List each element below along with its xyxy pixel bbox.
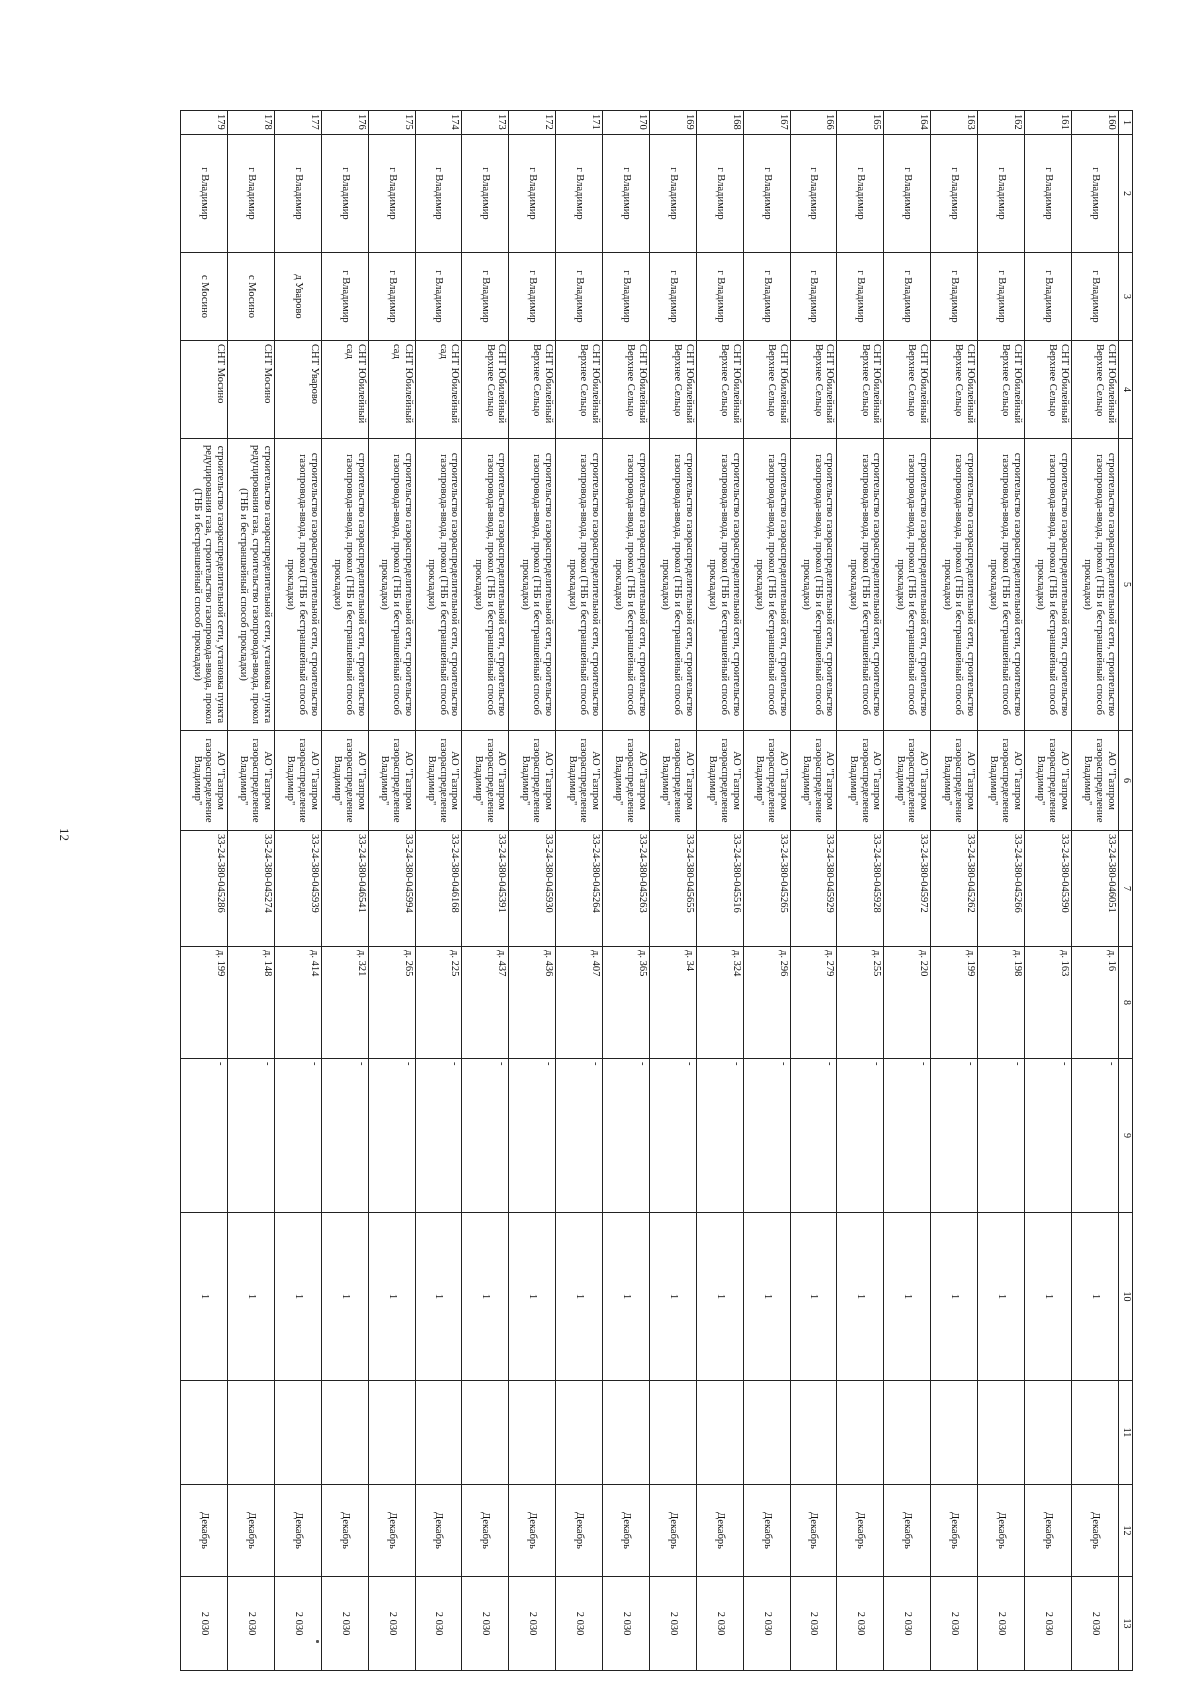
col10-cell: 1 — [603, 1213, 650, 1381]
col11-cell — [978, 1381, 1025, 1485]
street-cell: СНТ Мосино — [228, 341, 275, 439]
house-number-cell: д. 16 — [1071, 947, 1118, 1059]
house-number-cell: д. 34 — [649, 947, 696, 1059]
table-row — [696, 111, 743, 1671]
municipality-cell: г Владимир — [743, 135, 790, 253]
house-number-cell: д. 321 — [321, 947, 368, 1059]
col10-cell: 1 — [743, 1213, 790, 1381]
street-cell: СНТ Юбилейный Верхнее Сельцо — [978, 341, 1025, 439]
column-number-row — [1118, 111, 1132, 1671]
municipality-cell: г Владимир — [228, 135, 275, 253]
month-cell: Декабрь — [884, 1485, 931, 1577]
table-row — [884, 111, 931, 1671]
row-number: 179 — [181, 111, 228, 135]
month-cell: Декабрь — [790, 1485, 837, 1577]
municipality-cell: г Владимир — [509, 135, 556, 253]
col9-cell: - — [181, 1059, 228, 1213]
locality-cell: г Владимир — [696, 253, 743, 341]
row-number: 161 — [1024, 111, 1071, 135]
table-row — [181, 111, 228, 1671]
street-cell: СНТ Юбилейный Верхнее Сельцо — [1024, 341, 1071, 439]
month-cell: Декабрь — [1071, 1485, 1118, 1577]
house-number-cell: д. 414 — [274, 947, 321, 1059]
year-cell: 2 030 — [790, 1577, 837, 1671]
table-row — [556, 111, 603, 1671]
year-cell: 2 030 — [978, 1577, 1025, 1671]
page-number: 12 — [57, 828, 72, 841]
street-cell: СНТ Юбилейный Верхнее Сельцо — [837, 341, 884, 439]
organization-cell: АО "Газпром газораспределение Владимир" — [321, 731, 368, 831]
street-cell: СНТ Юбилейный Верхнее Сельцо — [790, 341, 837, 439]
cadastral-number-cell: 33-24-380-045264 — [556, 831, 603, 947]
street-cell: СНТ Юбилейный сад — [321, 341, 368, 439]
col9-cell: - — [321, 1059, 368, 1213]
year-cell: 2 030 — [1024, 1577, 1071, 1671]
work-description-cell: строительство газораспределительной сети, строительство газопровода-ввода, прокол (ГНБ и бестраншейный способ прокладки) — [556, 439, 603, 731]
col11-cell — [1071, 1381, 1118, 1485]
municipality-cell: г Владимир — [1071, 135, 1118, 253]
cadastral-number-cell: 33-24-380-045939 — [274, 831, 321, 947]
organization-cell: АО "Газпром газораспределение Владимир" — [462, 731, 509, 831]
col-num-5: 5 — [1118, 439, 1132, 731]
year-cell: 2 030 — [884, 1577, 931, 1671]
cadastral-number-cell: 33-24-380-045994 — [368, 831, 415, 947]
organization-cell: АО "Газпром газораспределение Владимир" — [884, 731, 931, 831]
month-cell: Декабрь — [274, 1485, 321, 1577]
col10-cell: 1 — [978, 1213, 1025, 1381]
work-description-cell: строительство газораспределительной сети, установка пункта редуцирования газа, строительство газопровода-ввода, прокол (ГНБ и бестраншейный способ прокладки) — [228, 439, 275, 731]
work-description-cell: строительство газораспределительной сети, строительство газопровода-ввода, прокол (ГНБ и бестраншейный способ прокладки) — [274, 439, 321, 731]
col10-cell: 1 — [1024, 1213, 1071, 1381]
house-number-cell: д. 198 — [978, 947, 1025, 1059]
municipality-cell: г Владимир — [321, 135, 368, 253]
col11-cell — [743, 1381, 790, 1485]
row-number: 167 — [743, 111, 790, 135]
organization-cell: АО "Газпром газораспределение Владимир" — [743, 731, 790, 831]
organization-cell: АО "Газпром газораспределение Владимир" — [509, 731, 556, 831]
cadastral-number-cell: 33-24-380-045391 — [462, 831, 509, 947]
col-num-9: 9 — [1118, 1059, 1132, 1213]
col10-cell: 1 — [931, 1213, 978, 1381]
street-cell: СНТ Юбилейный сад — [415, 341, 462, 439]
cadastral-number-cell: 33-24-380-045286 — [181, 831, 228, 947]
organization-cell: АО "Газпром газораспределение Владимир" — [603, 731, 650, 831]
organization-cell: АО "Газпром газораспределение Владимир" — [1071, 731, 1118, 831]
cadastral-number-cell: 33-24-380-045928 — [837, 831, 884, 947]
col-num-8: 8 — [1118, 947, 1132, 1059]
locality-cell: г Владимир — [368, 253, 415, 341]
row-number: 176 — [321, 111, 368, 135]
work-description-cell: строительство газораспределительной сети, строительство газопровода-ввода, прокол (ГНБ и бестраншейный способ прокладки) — [603, 439, 650, 731]
municipality-cell: г Владимир — [603, 135, 650, 253]
month-cell: Декабрь — [321, 1485, 368, 1577]
table-body — [181, 111, 1133, 1671]
row-number: 163 — [931, 111, 978, 135]
house-number-cell: д. 279 — [790, 947, 837, 1059]
row-number: 177 — [274, 111, 321, 135]
organization-cell: АО "Газпром газораспределение Владимир" — [274, 731, 321, 831]
col-num-1: 1 — [1118, 111, 1132, 135]
col9-cell: - — [978, 1059, 1025, 1213]
col11-cell — [1024, 1381, 1071, 1485]
table-row — [509, 111, 556, 1671]
col9-cell: - — [1071, 1059, 1118, 1213]
year-cell: 2 030 — [556, 1577, 603, 1671]
cadastral-number-cell: 33-24-380-045929 — [790, 831, 837, 947]
year-cell: 2 030 — [321, 1577, 368, 1671]
locality-cell: г Владимир — [415, 253, 462, 341]
locality-cell: г Владимир — [837, 253, 884, 341]
month-cell: Декабрь — [603, 1485, 650, 1577]
year-cell: 2 030 — [415, 1577, 462, 1671]
col9-cell: - — [790, 1059, 837, 1213]
organization-cell: АО "Газпром газораспределение Владимир" — [1024, 731, 1071, 831]
street-cell: СНТ Юбилейный Верхнее Сельцо — [743, 341, 790, 439]
year-cell: 2 030 — [743, 1577, 790, 1671]
municipality-cell: г Владимир — [462, 135, 509, 253]
house-number-cell: д. 437 — [462, 947, 509, 1059]
month-cell: Декабрь — [181, 1485, 228, 1577]
organization-cell: АО "Газпром газораспределение Владимир" — [415, 731, 462, 831]
year-cell: 2 030 — [368, 1577, 415, 1671]
municipality-cell: г Владимир — [368, 135, 415, 253]
table-row — [274, 111, 321, 1671]
col11-cell — [790, 1381, 837, 1485]
col-num-6: 6 — [1118, 731, 1132, 831]
table-row — [931, 111, 978, 1671]
cadastral-number-cell: 33-24-380-045263 — [603, 831, 650, 947]
col11-cell — [931, 1381, 978, 1485]
month-cell: Декабрь — [228, 1485, 275, 1577]
cadastral-number-cell: 33-24-380-045655 — [649, 831, 696, 947]
work-description-cell: строительство газораспределительной сети, строительство газопровода-ввода, прокол (ГНБ и бестраншейный способ прокладки) — [696, 439, 743, 731]
col11-cell — [462, 1381, 509, 1485]
row-number: 160 — [1071, 111, 1118, 135]
col10-cell: 1 — [884, 1213, 931, 1381]
municipality-cell: г Владимир — [696, 135, 743, 253]
locality-cell: г Владимир — [603, 253, 650, 341]
work-description-cell: строительство газораспределительной сети, строительство газопровода-ввода, прокол (ГНБ и бестраншейный способ прокладки) — [415, 439, 462, 731]
row-number: 171 — [556, 111, 603, 135]
year-cell: 2 030 — [1071, 1577, 1118, 1671]
house-number-cell: д. 225 — [415, 947, 462, 1059]
work-description-cell: строительство газораспределительной сети, строительство газопровода-ввода, прокол (ГНБ и бестраншейный способ прокладки) — [978, 439, 1025, 731]
col9-cell: - — [556, 1059, 603, 1213]
col9-cell: - — [931, 1059, 978, 1213]
table-row — [368, 111, 415, 1671]
organization-cell: АО "Газпром газораспределение Владимир" — [790, 731, 837, 831]
col11-cell — [321, 1381, 368, 1485]
locality-cell: г Владимир — [321, 253, 368, 341]
col9-cell: - — [1024, 1059, 1071, 1213]
municipality-cell: г Владимир — [884, 135, 931, 253]
month-cell: Декабрь — [931, 1485, 978, 1577]
row-number: 162 — [978, 111, 1025, 135]
month-cell: Декабрь — [462, 1485, 509, 1577]
month-cell: Декабрь — [368, 1485, 415, 1577]
month-cell: Декабрь — [649, 1485, 696, 1577]
organization-cell: АО "Газпром газораспределение Владимир" — [649, 731, 696, 831]
locality-cell: г Владимир — [556, 253, 603, 341]
col9-cell: - — [368, 1059, 415, 1213]
col10-cell: 1 — [368, 1213, 415, 1381]
locality-cell: г Владимир — [1024, 253, 1071, 341]
work-description-cell: строительство газораспределительной сети, строительство газопровода-ввода, прокол (ГНБ и бестраншейный способ прокладки) — [368, 439, 415, 731]
work-description-cell: строительство газораспределительной сети, строительство газопровода-ввода, прокол (ГНБ и бестраншейный способ прокладки) — [649, 439, 696, 731]
row-number: 170 — [603, 111, 650, 135]
year-cell: 2 030 — [649, 1577, 696, 1671]
col11-cell — [556, 1381, 603, 1485]
col-num-3: 3 — [1118, 253, 1132, 341]
col-num-10: 10 — [1118, 1213, 1132, 1381]
year-cell: 2 030 — [931, 1577, 978, 1671]
municipality-cell: г Владимир — [1024, 135, 1071, 253]
row-number: 175 — [368, 111, 415, 135]
month-cell: Декабрь — [1024, 1485, 1071, 1577]
col9-cell: - — [743, 1059, 790, 1213]
year-cell: 2 030 — [837, 1577, 884, 1671]
cadastral-number-cell: 33-24-380-046051 — [1071, 831, 1118, 947]
col11-cell — [837, 1381, 884, 1485]
col11-cell — [181, 1381, 228, 1485]
month-cell: Декабрь — [509, 1485, 556, 1577]
month-cell: Декабрь — [978, 1485, 1025, 1577]
table-row — [415, 111, 462, 1671]
row-number: 173 — [462, 111, 509, 135]
street-cell: СНТ Юбилейный сад — [368, 341, 415, 439]
house-number-cell: д. 163 — [1024, 947, 1071, 1059]
col10-cell: 1 — [228, 1213, 275, 1381]
col11-cell — [509, 1381, 556, 1485]
col11-cell — [603, 1381, 650, 1485]
locality-cell: д Уварово — [274, 253, 321, 341]
col-num-12: 12 — [1118, 1485, 1132, 1577]
col10-cell: 1 — [415, 1213, 462, 1381]
col10-cell: 1 — [462, 1213, 509, 1381]
year-cell: 2 030 — [274, 1577, 321, 1671]
house-number-cell: д. 255 — [837, 947, 884, 1059]
cadastral-number-cell: 33-24-380-046168 — [415, 831, 462, 947]
col10-cell: 1 — [837, 1213, 884, 1381]
work-description-cell: строительство газораспределительной сети, строительство газопровода-ввода, прокол (ГНБ и бестраншейный способ прокладки) — [1071, 439, 1118, 731]
organization-cell: АО "Газпром газораспределение Владимир" — [931, 731, 978, 831]
locality-cell: г Владимир — [884, 253, 931, 341]
cadastral-number-cell: 33-24-380-045930 — [509, 831, 556, 947]
table-row — [978, 111, 1025, 1671]
row-number: 168 — [696, 111, 743, 135]
work-description-cell: строительство газораспределительной сети, строительство газопровода-ввода, прокол (ГНБ и бестраншейный способ прокладки) — [1024, 439, 1071, 731]
col9-cell: - — [649, 1059, 696, 1213]
col11-cell — [884, 1381, 931, 1485]
work-description-cell: строительство газораспределительной сети, строительство газопровода-ввода, прокол (ГНБ и бестраншейный способ прокладки) — [321, 439, 368, 731]
street-cell: СНТ Юбилейный Верхнее Сельцо — [1071, 341, 1118, 439]
row-number: 169 — [649, 111, 696, 135]
street-cell: СНТ Юбилейный Верхнее Сельцо — [509, 341, 556, 439]
cadastral-number-cell: 33-24-380-045262 — [931, 831, 978, 947]
col9-cell: - — [509, 1059, 556, 1213]
street-cell: СНТ Юбилейный Верхнее Сельцо — [556, 341, 603, 439]
table-row — [228, 111, 275, 1671]
street-cell: СНТ Юбилейный Верхнее Сельцо — [462, 341, 509, 439]
municipality-cell: г Владимир — [415, 135, 462, 253]
organization-cell: АО "Газпром газораспределение Владимир" — [978, 731, 1025, 831]
col10-cell: 1 — [696, 1213, 743, 1381]
street-cell: СНТ Юбилейный Верхнее Сельцо — [931, 341, 978, 439]
rotated-table-container — [180, 110, 1133, 1670]
col9-cell: - — [415, 1059, 462, 1213]
col11-cell — [649, 1381, 696, 1485]
col10-cell: 1 — [181, 1213, 228, 1381]
street-cell: СНТ Уварово — [274, 341, 321, 439]
organization-cell: АО "Газпром газораспределение Владимир" — [181, 731, 228, 831]
house-number-cell: д. 365 — [603, 947, 650, 1059]
cadastral-number-cell: 33-24-380-045972 — [884, 831, 931, 947]
house-number-cell: д. 199 — [181, 947, 228, 1059]
house-number-cell: д. 265 — [368, 947, 415, 1059]
row-number: 164 — [884, 111, 931, 135]
month-cell: Декабрь — [743, 1485, 790, 1577]
year-cell: 2 030 — [181, 1577, 228, 1671]
street-cell: СНТ Юбилейный Верхнее Сельцо — [884, 341, 931, 439]
cadastral-number-cell: 33-24-380-045274 — [228, 831, 275, 947]
organization-cell: АО "Газпром газораспределение Владимир" — [556, 731, 603, 831]
work-description-cell: строительство газораспределительной сети, строительство газопровода-ввода, прокол (ГНБ и бестраншейный способ прокладки) — [884, 439, 931, 731]
house-number-cell: д. 199 — [931, 947, 978, 1059]
col10-cell: 1 — [321, 1213, 368, 1381]
locality-cell: с Мосино — [181, 253, 228, 341]
street-cell: СНТ Мосино — [181, 341, 228, 439]
street-cell: СНТ Юбилейный Верхнее Сельцо — [696, 341, 743, 439]
house-number-cell: д. 296 — [743, 947, 790, 1059]
house-number-cell: д. 148 — [228, 947, 275, 1059]
work-description-cell: строительство газораспределительной сети, строительство газопровода-ввода, прокол (ГНБ и бестраншейный способ прокладки) — [509, 439, 556, 731]
col10-cell: 1 — [790, 1213, 837, 1381]
row-number: 166 — [790, 111, 837, 135]
col9-cell: - — [603, 1059, 650, 1213]
work-description-cell: строительство газораспределительной сети, строительство газопровода-ввода, прокол (ГНБ и бестраншейный способ прокладки) — [790, 439, 837, 731]
month-cell: Декабрь — [696, 1485, 743, 1577]
month-cell: Декабрь — [415, 1485, 462, 1577]
row-number: 172 — [509, 111, 556, 135]
locality-cell: г Владимир — [743, 253, 790, 341]
row-number: 178 — [228, 111, 275, 135]
row-number: 174 — [415, 111, 462, 135]
street-cell: СНТ Юбилейный Верхнее Сельцо — [603, 341, 650, 439]
locality-cell: г Владимир — [1071, 253, 1118, 341]
organization-cell: АО "Газпром газораспределение Владимир" — [228, 731, 275, 831]
col9-cell: - — [228, 1059, 275, 1213]
col11-cell — [415, 1381, 462, 1485]
locality-cell: г Владимир — [931, 253, 978, 341]
municipality-cell: г Владимир — [931, 135, 978, 253]
table-row — [790, 111, 837, 1671]
municipality-cell: г Владимир — [556, 135, 603, 253]
table-row — [321, 111, 368, 1671]
locality-cell: г Владимир — [462, 253, 509, 341]
gasification-table — [180, 110, 1133, 1671]
organization-cell: АО "Газпром газораспределение Владимир" — [696, 731, 743, 831]
year-cell: 2 030 — [228, 1577, 275, 1671]
col-num-4: 4 — [1118, 341, 1132, 439]
locality-cell: с Мосино — [228, 253, 275, 341]
municipality-cell: г Владимир — [181, 135, 228, 253]
street-cell: СНТ Юбилейный Верхнее Сельцо — [649, 341, 696, 439]
table-row — [462, 111, 509, 1671]
col-num-11: 11 — [1118, 1381, 1132, 1485]
cadastral-number-cell: 33-24-380-045390 — [1024, 831, 1071, 947]
locality-cell: г Владимир — [649, 253, 696, 341]
col9-cell: - — [274, 1059, 321, 1213]
col10-cell: 1 — [649, 1213, 696, 1381]
month-cell: Декабрь — [556, 1485, 603, 1577]
col-num-2: 2 — [1118, 135, 1132, 253]
cadastral-number-cell: 33-24-380-045516 — [696, 831, 743, 947]
table-row — [743, 111, 790, 1671]
col10-cell: 1 — [509, 1213, 556, 1381]
organization-cell: АО "Газпром газораспределение Владимир" — [837, 731, 884, 831]
municipality-cell: г Владимир — [790, 135, 837, 253]
locality-cell: г Владимир — [790, 253, 837, 341]
table-row — [837, 111, 884, 1671]
col10-cell: 1 — [556, 1213, 603, 1381]
year-cell: 2 030 — [603, 1577, 650, 1671]
house-number-cell: д. 220 — [884, 947, 931, 1059]
col9-cell: - — [884, 1059, 931, 1213]
locality-cell: г Владимир — [978, 253, 1025, 341]
work-description-cell: строительство газораспределительной сети, строительство газопровода-ввода, прокол (ГНБ и бестраншейный способ прокладки) — [743, 439, 790, 731]
work-description-cell: строительство газораспределительной сети, строительство газопровода-ввода, прокол (ГНБ и бестраншейный способ прокладки) — [462, 439, 509, 731]
table-row — [649, 111, 696, 1671]
table-row — [603, 111, 650, 1671]
table-row — [1024, 111, 1071, 1671]
house-number-cell: д. 407 — [556, 947, 603, 1059]
col-num-7: 7 — [1118, 831, 1132, 947]
municipality-cell: г Владимир — [837, 135, 884, 253]
locality-cell: г Владимир — [509, 253, 556, 341]
year-cell: 2 030 — [509, 1577, 556, 1671]
month-cell: Декабрь — [837, 1485, 884, 1577]
col11-cell — [368, 1381, 415, 1485]
house-number-cell: д. 436 — [509, 947, 556, 1059]
year-cell: 2 030 — [696, 1577, 743, 1671]
col9-cell: - — [462, 1059, 509, 1213]
house-number-cell: д. 324 — [696, 947, 743, 1059]
work-description-cell: строительство газораспределительной сети, строительство газопровода-ввода, прокол (ГНБ и бестраншейный способ прокладки) — [837, 439, 884, 731]
work-description-cell: строительство газораспределительной сети, установка пункта редуцирования газа, строительство газопровода-ввода, прокол (ГНБ и бестраншейный способ прокладки) — [181, 439, 228, 731]
cadastral-number-cell: 33-24-380-045265 — [743, 831, 790, 947]
year-cell: 2 030 — [462, 1577, 509, 1671]
row-number: 165 — [837, 111, 884, 135]
col-num-13: 13 — [1118, 1577, 1132, 1671]
cadastral-number-cell: 33-24-380-046541 — [321, 831, 368, 947]
table-row — [1071, 111, 1118, 1671]
municipality-cell: г Владимир — [274, 135, 321, 253]
col10-cell: 1 — [274, 1213, 321, 1381]
work-description-cell: строительство газораспределительной сети, строительство газопровода-ввода, прокол (ГНБ и бестраншейный способ прокладки) — [931, 439, 978, 731]
col9-cell: - — [837, 1059, 884, 1213]
col9-cell: - — [696, 1059, 743, 1213]
municipality-cell: г Владимир — [978, 135, 1025, 253]
municipality-cell: г Владимир — [649, 135, 696, 253]
col11-cell — [228, 1381, 275, 1485]
col10-cell: 1 — [1071, 1213, 1118, 1381]
cadastral-number-cell: 33-24-380-045266 — [978, 831, 1025, 947]
col11-cell — [696, 1381, 743, 1485]
organization-cell: АО "Газпром газораспределение Владимир" — [368, 731, 415, 831]
col11-cell — [274, 1381, 321, 1485]
